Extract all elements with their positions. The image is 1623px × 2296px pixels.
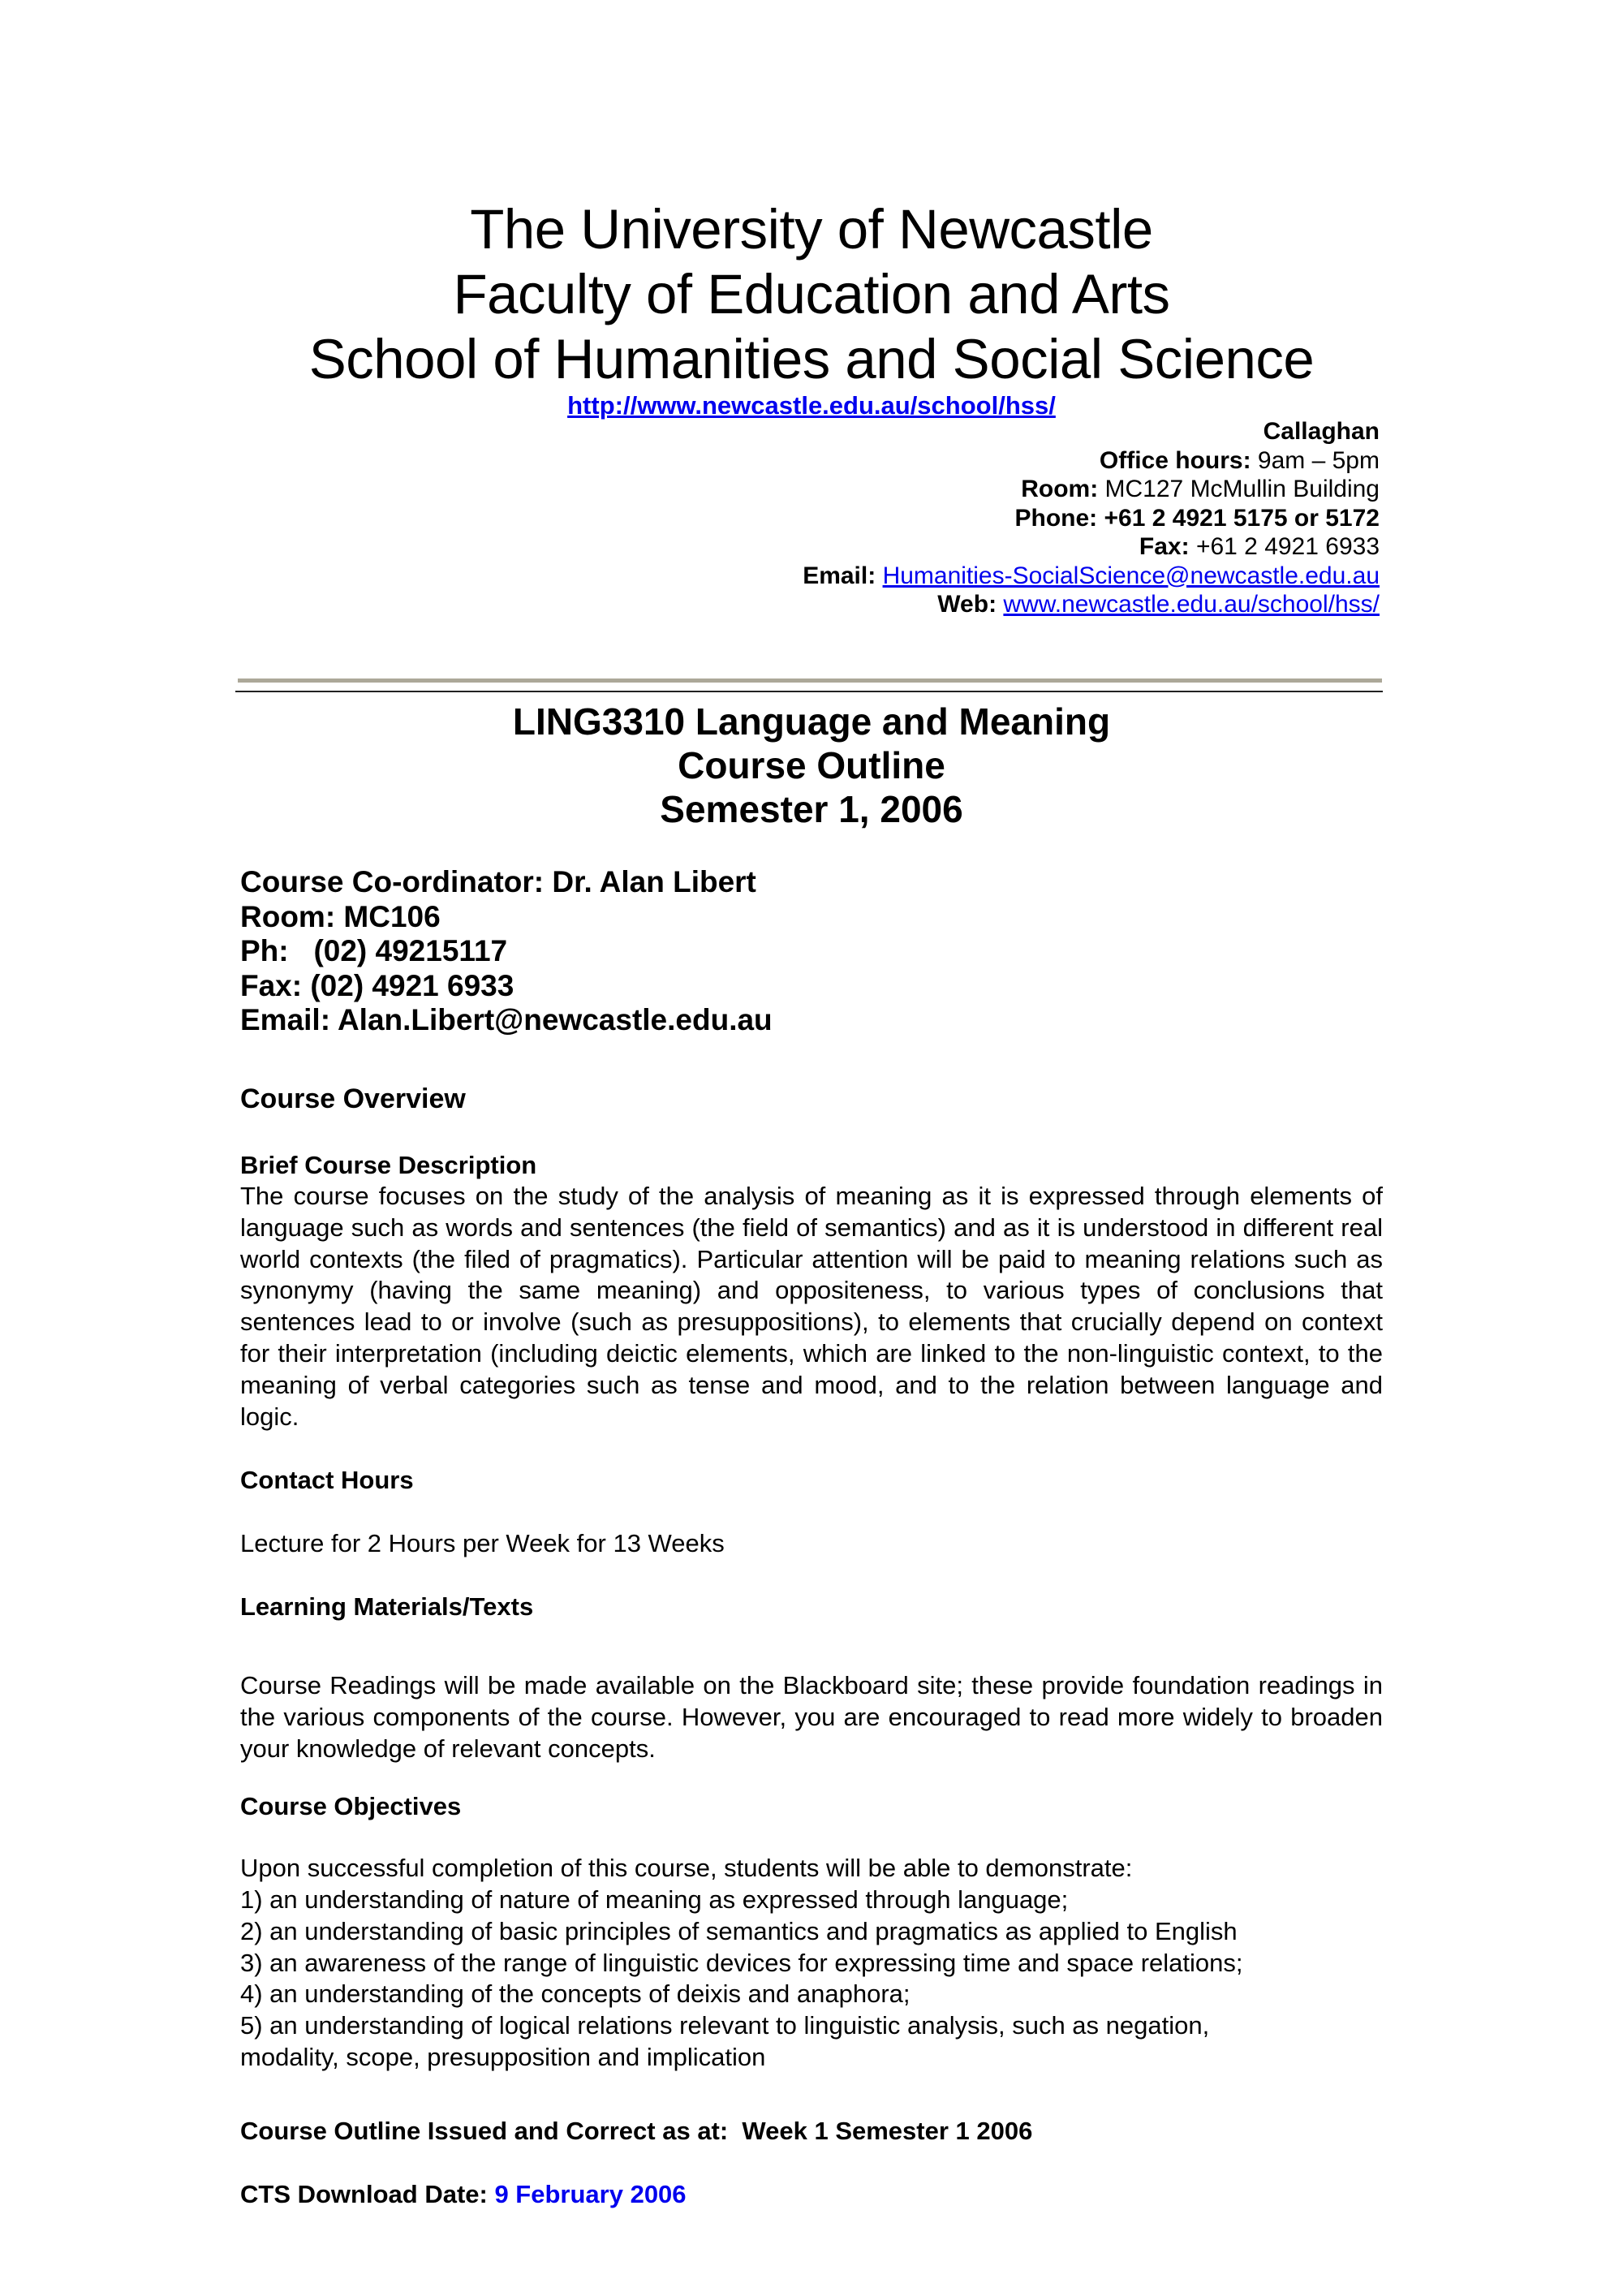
campus-name: Callaghan — [1263, 418, 1380, 445]
course-title: LING3310 Language and Meaning — [512, 700, 1111, 743]
school-url-link[interactable]: http://www.newcastle.edu.au/school/hss/ — [567, 391, 1056, 420]
email-line — [803, 562, 1380, 591]
phone-label: Phone: — [1014, 504, 1098, 532]
university-header — [0, 197, 1623, 420]
phone-value: +61 2 4921 5175 or 5172 — [1097, 504, 1380, 532]
course-subtitle: Course Outline — [678, 744, 945, 786]
school-email-link[interactable]: Humanities-SocialScience@newcastle.edu.au — [882, 562, 1380, 589]
fax-line — [803, 532, 1380, 562]
objective-item: 2) an understanding of basic principles of semantics and pragmatics as applied to English — [240, 1916, 1238, 1945]
divider-grey — [238, 678, 1382, 683]
objective-item: 5) an understanding of logical relations relevant to linguistic analysis, such as negation, modality, scope, presupposition and implication — [240, 2011, 1210, 2071]
office-hours-line — [803, 446, 1380, 476]
cts-download-date: 9 February 2006 — [494, 2180, 687, 2208]
office-hours-label: Office hours: — [1099, 446, 1251, 474]
coordinator-block — [240, 865, 773, 1038]
web-line — [803, 590, 1380, 619]
room-value: MC127 McMullin Building — [1098, 476, 1380, 502]
school-web-link[interactable]: www.newcastle.edu.au/school/hss/ — [1003, 591, 1380, 618]
contact-hours-heading: Contact Hours — [240, 1466, 414, 1494]
coordinator-email: Email: Alan.Libert@newcastle.edu.au — [240, 1003, 773, 1036]
objective-item: 1) an understanding of nature of meaning as expressed through language; — [240, 1885, 1069, 1914]
objective-item: 3) an awareness of the range of linguistic devices for expressing time and space relations; — [240, 1948, 1243, 1977]
course-objectives-heading: Course Objectives — [240, 1792, 462, 1820]
course-semester: Semester 1, 2006 — [660, 788, 963, 830]
school-contact-block — [803, 417, 1380, 619]
phone-line — [803, 504, 1380, 533]
university-name: The University of Newcastle — [470, 198, 1153, 261]
room-label: Room: — [1021, 476, 1099, 502]
learning-materials-text: Course Readings will be made available on the Blackboard site; these provide foundation readings in the various components of the course. However, you are encouraged to read more widely to broaden your knowledge of relevant concepts. — [240, 1671, 1383, 1763]
fax-value: +61 2 4921 6933 — [1189, 533, 1380, 560]
web-label: Web: — [937, 591, 997, 618]
course-title-block — [0, 700, 1623, 831]
brief-description-text: The course focuses on the study of the analysis of meaning as it is expressed through elements of language such as words and sentences (the field of semantics) and as it is understood in different real world contexts (the filed of pragmatics). Particular attention will be paid to meaning relations such as synonymy (having the same meaning) and oppositeness, to various types of conclusions that sentences lead to or involve (such as presuppositions), to elements that crucially depend on context for their interpretation (including deictic elements, which are linked to the non-linguistic context, to the meaning of verbal categories such as tense and mood, and to the relation between language and logic. — [240, 1182, 1383, 1431]
office-hours-value: 9am – 5pm — [1251, 446, 1380, 474]
coordinator-phone: Ph: (02) 49215117 — [240, 934, 508, 967]
fax-label: Fax: — [1139, 533, 1190, 560]
school-name: School of Humanities and Social Science — [308, 328, 1315, 390]
objective-item: 4) an understanding of the concepts of deixis and anaphora; — [240, 1979, 911, 2009]
objectives-list — [240, 1885, 1393, 2074]
cts-download-label: CTS Download Date: — [240, 2180, 495, 2208]
coordinator-name: Course Co-ordinator: Dr. Alan Libert — [240, 865, 756, 898]
campus-line — [803, 417, 1380, 446]
issued-statement: Course Outline Issued and Correct as at: Week 1 Semester 1 2006 — [240, 2117, 1033, 2145]
email-label: Email: — [803, 562, 876, 589]
room-line — [803, 475, 1380, 504]
learning-materials-heading: Learning Materials/Texts — [240, 1592, 534, 1621]
coordinator-room: Room: MC106 — [240, 899, 441, 933]
contact-hours-text: Lecture for 2 Hours per Week for 13 Weeks — [240, 1529, 725, 1557]
divider-dark — [235, 691, 1383, 692]
course-overview-heading: Course Overview — [240, 1083, 466, 1114]
cts-download-line — [240, 2180, 687, 2209]
faculty-name: Faculty of Education and Arts — [453, 263, 1170, 325]
objectives-intro: Upon successful completion of this course, students will be able to demonstrate: — [240, 1854, 1133, 1882]
brief-description-heading: Brief Course Description — [240, 1151, 537, 1179]
coordinator-fax: Fax: (02) 4921 6933 — [240, 968, 514, 1002]
